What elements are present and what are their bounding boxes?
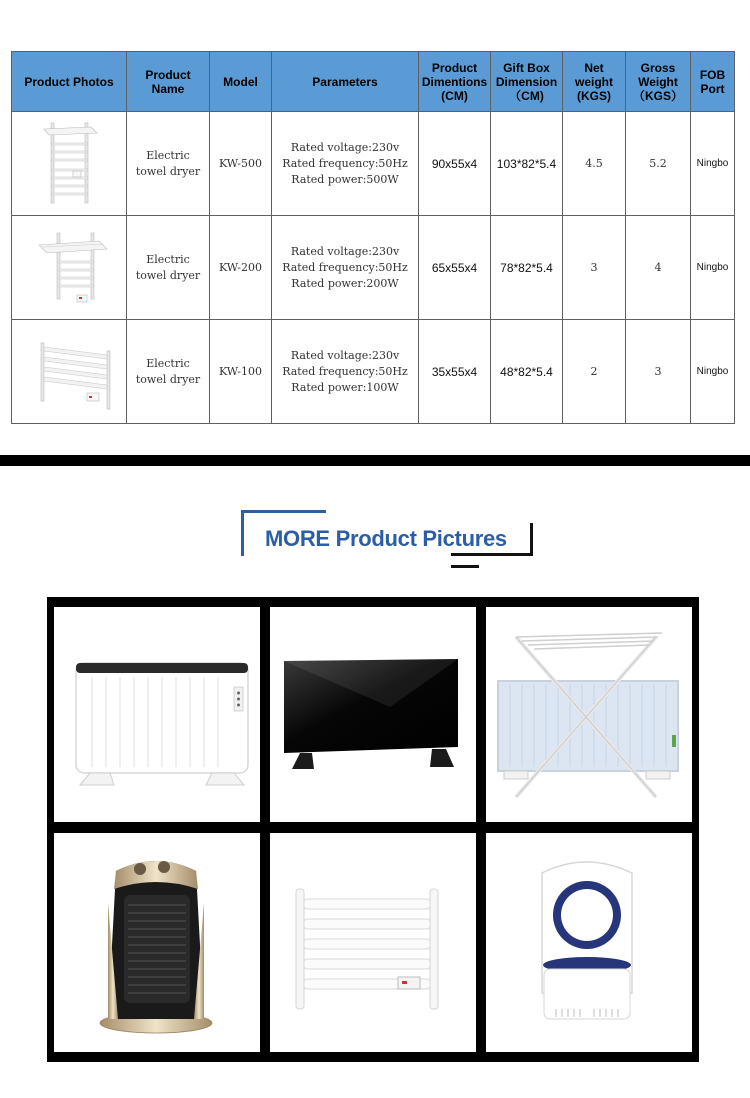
product-dim-cell: 65x55x4 <box>419 216 491 320</box>
model-cell: KW-100 <box>210 320 272 424</box>
fob-port-cell: Ningbo <box>691 112 735 216</box>
parameters-cell: Rated voltage:230v Rated frequency:50Hz Rated power:500W <box>272 112 419 216</box>
gross-weight-cell: 5.2 <box>626 112 691 216</box>
net-weight-cell: 2 <box>563 320 626 424</box>
table-header-row <box>12 52 735 112</box>
towel-rack-icon <box>19 323 119 417</box>
bracket-decoration <box>530 523 533 556</box>
parameters-cell: Rated voltage:230v Rated frequency:50Hz Rated power:200W <box>272 216 419 320</box>
header-parameters: Parameters <box>272 52 419 112</box>
product-dim-cell: 35x55x4 <box>419 320 491 424</box>
section-title: MORE Product Pictures <box>265 526 507 551</box>
giftbox-dim-cell: 48*82*5.4 <box>491 320 563 424</box>
towel-rack-icon <box>19 219 119 313</box>
product-name-cell: Electric towel dryer <box>127 216 210 320</box>
header-giftbox-dimension: Gift Box Dimension （CM) <box>491 52 563 112</box>
parameters-cell: Rated voltage:230v Rated frequency:50Hz Rated power:100W <box>272 320 419 424</box>
gallery-image-panel-heater-rack <box>486 607 692 822</box>
convector-heater-icon <box>54 607 260 822</box>
spec-table <box>11 51 735 424</box>
bracket-decoration <box>241 510 326 513</box>
gallery-image-mosquito-lamp <box>486 833 692 1052</box>
panel-heater-rack-icon <box>486 607 692 822</box>
gallery-image-convector-heater <box>54 607 260 822</box>
header-product-name: Product Name <box>127 52 210 112</box>
product-photo-towel-rack <box>12 320 127 424</box>
table-row <box>12 112 735 216</box>
product-dim-cell: 90x55x4 <box>419 112 491 216</box>
net-weight-cell: 4.5 <box>563 112 626 216</box>
fob-port-cell: Ningbo <box>691 216 735 320</box>
header-model: Model <box>210 52 272 112</box>
towel-rack-icon <box>19 115 119 209</box>
gross-weight-cell: 4 <box>626 216 691 320</box>
gallery-image-black-panel-heater <box>270 607 476 822</box>
header-gross-weight: Gross Weight （KGS） <box>626 52 691 112</box>
model-cell: KW-200 <box>210 216 272 320</box>
giftbox-dim-cell: 103*82*5.4 <box>491 112 563 216</box>
product-name-cell: Electric towel dryer <box>127 112 210 216</box>
bracket-decoration <box>451 553 533 556</box>
product-photo-towel-rack <box>12 112 127 216</box>
section-divider <box>0 455 750 466</box>
net-weight-cell: 3 <box>563 216 626 320</box>
gallery-image-fan-heater <box>54 833 260 1052</box>
table-row <box>12 320 735 424</box>
bracket-decoration <box>241 510 244 556</box>
model-cell: KW-500 <box>210 112 272 216</box>
fan-heater-icon <box>54 833 260 1052</box>
header-fob-port: FOB Port <box>691 52 735 112</box>
header-product-photos: Product Photos <box>12 52 127 112</box>
header-product-dimensions: Product Dimentions (CM) <box>419 52 491 112</box>
mosquito-lamp-icon <box>486 833 692 1052</box>
fob-port-cell: Ningbo <box>691 320 735 424</box>
product-photo-towel-rack <box>12 216 127 320</box>
bracket-decoration <box>451 565 479 568</box>
product-name-cell: Electric towel dryer <box>127 320 210 424</box>
black-panel-heater-icon <box>270 607 476 822</box>
gallery-image-towel-rail <box>270 833 476 1052</box>
product-picture-grid <box>47 597 699 1062</box>
gross-weight-cell: 3 <box>626 320 691 424</box>
header-net-weight: Net weight (KGS) <box>563 52 626 112</box>
giftbox-dim-cell: 78*82*5.4 <box>491 216 563 320</box>
section-heading <box>241 510 533 568</box>
towel-rail-icon <box>270 833 476 1052</box>
table-row <box>12 216 735 320</box>
